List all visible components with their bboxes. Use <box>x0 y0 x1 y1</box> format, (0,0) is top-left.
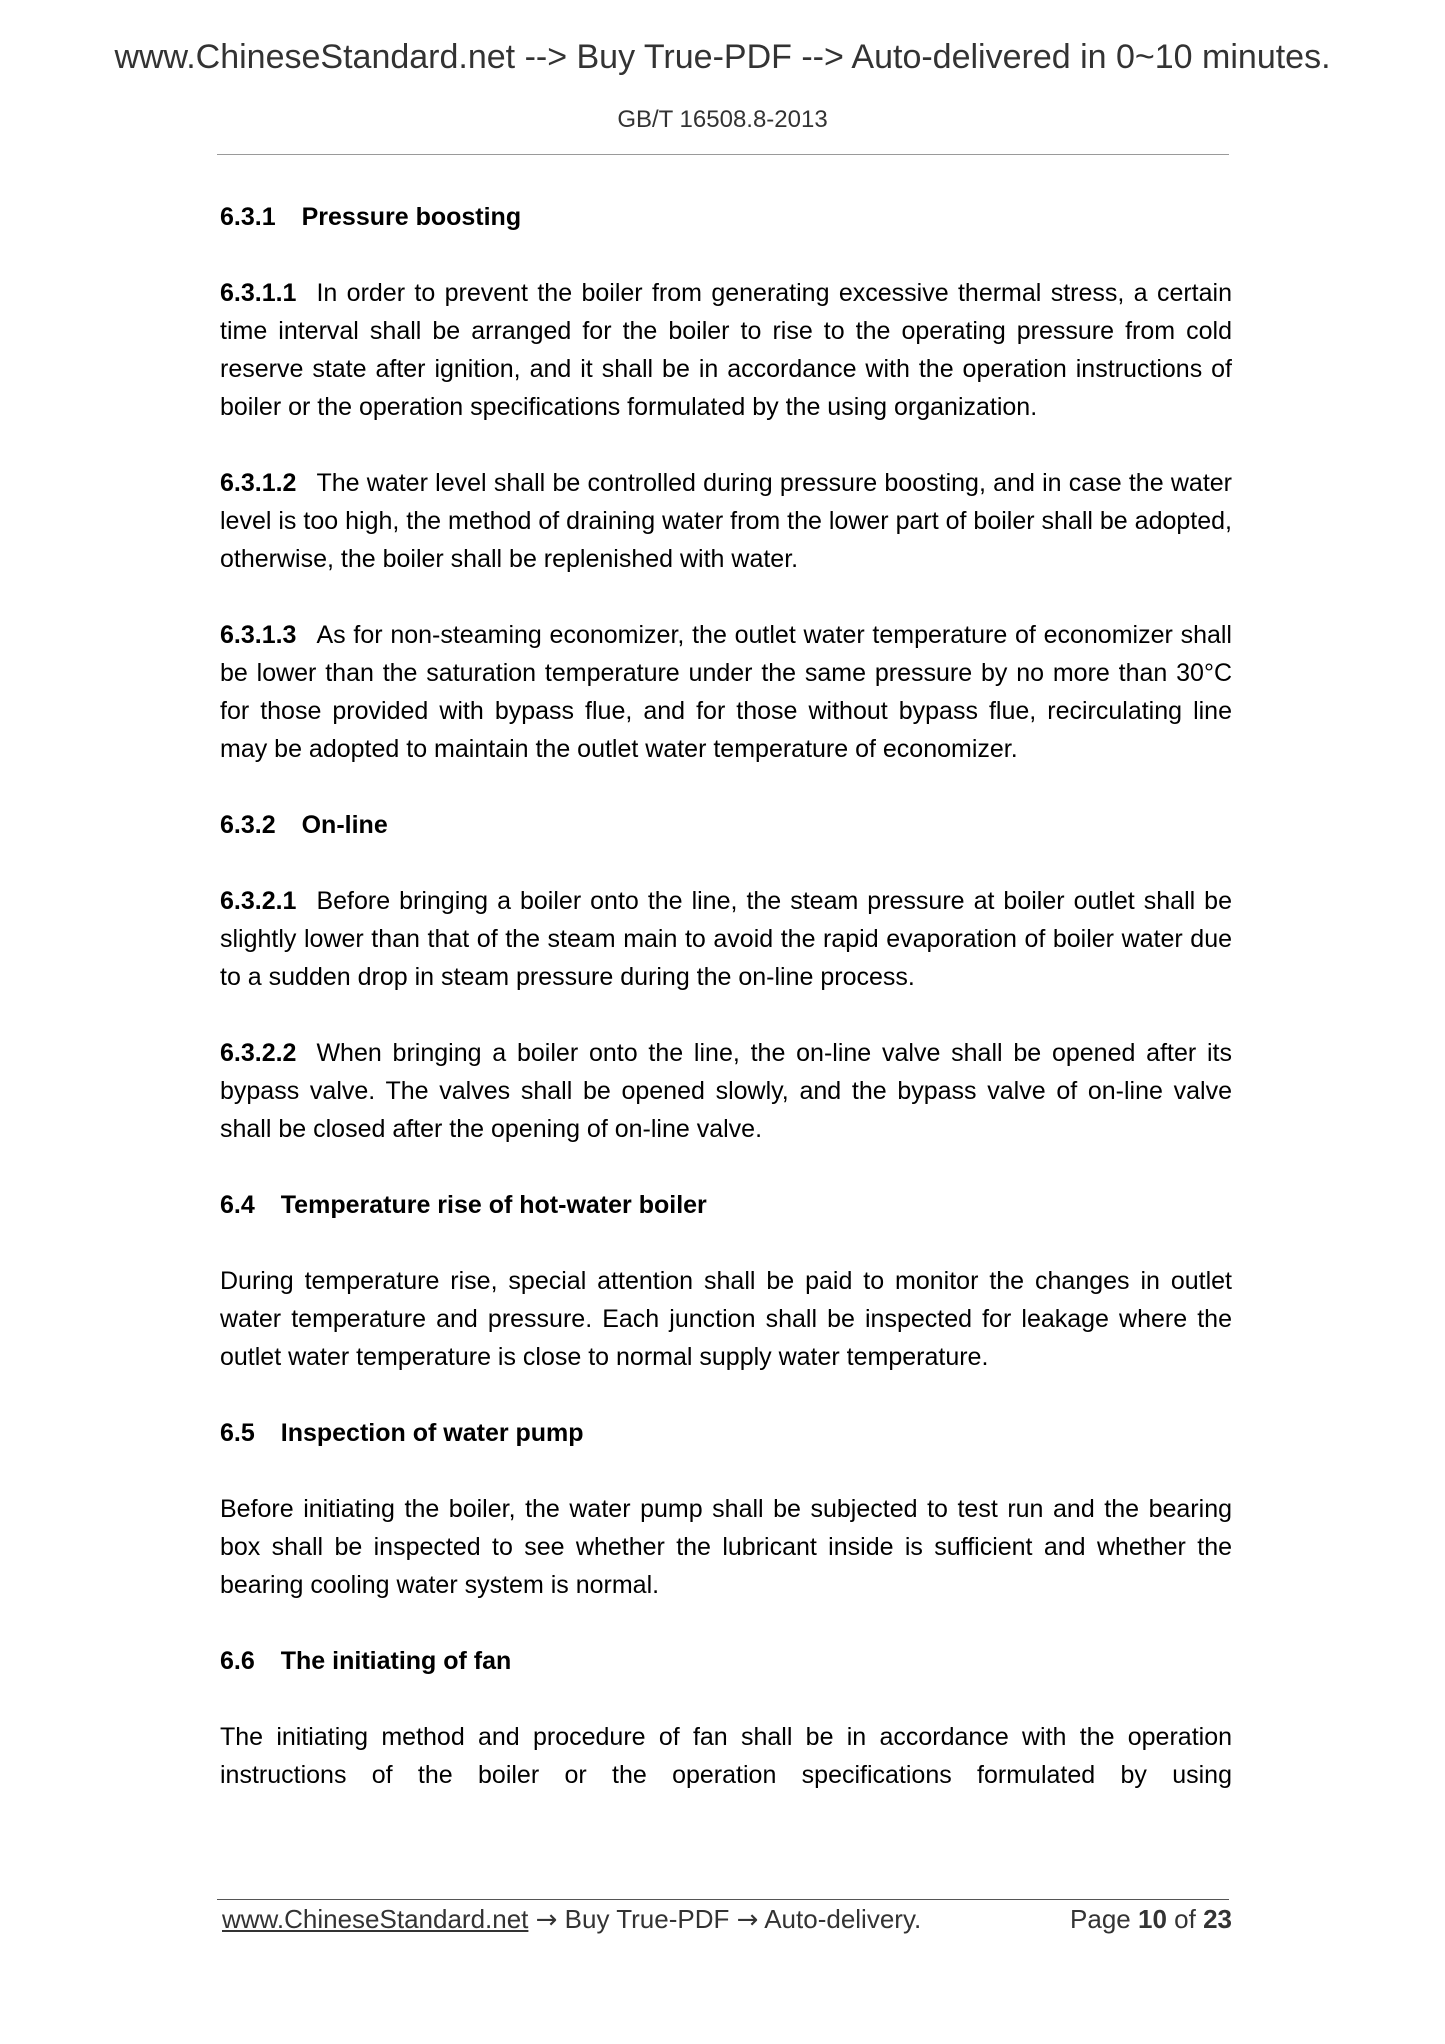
clause-number: 6.3.1.2 <box>220 469 297 497</box>
paragraph-6-4: During temperature rise, special attention shall be paid to monitor the changes in outlet water temperature and pressure. Each junction shall be inspected for leakage where the outlet water temperature is close to normal supply water temperature. <box>220 1267 1232 1371</box>
section-heading-6-5 <box>220 1414 1232 1452</box>
section-heading-6-3-1 <box>220 198 1232 236</box>
section-title: The initiating of fan <box>280 1647 512 1675</box>
page-total: 23 <box>1203 1904 1232 1934</box>
clause-number: 6.3.1.1 <box>220 279 297 307</box>
header-divider <box>217 154 1229 155</box>
paragraph-6-6: The initiating method and procedure of fan shall be in accordance with the operation instructions of the boiler or the operation specifications formulated by using <box>220 1723 1232 1789</box>
section-number: 6.3.1 <box>220 203 276 231</box>
footer-site-link[interactable]: www.ChineseStandard.net <box>222 1904 529 1934</box>
clause-text: The water level shall be controlled during pressure boosting, and in case the water level is too high, the method of draining water from the lower part of boiler shall be adopted, otherwise, the boiler shall be replenished with water. <box>220 469 1232 573</box>
footer-delivery-text: Auto-delivery. <box>764 1904 922 1934</box>
section-heading-6-3-2 <box>220 806 1232 844</box>
page-current: 10 <box>1138 1904 1167 1934</box>
clause-text: When bringing a boiler onto the line, the on-line valve shall be opened after its bypass valve. The valves shall be opened slowly, and the bypass valve of on-line valve shall be closed after the opening of on-line valve. <box>220 1039 1232 1143</box>
arrow-right-icon: → <box>736 1905 759 1935</box>
clause-number: 6.3.1.3 <box>220 621 297 649</box>
clause-text: As for non-steaming economizer, the outlet water temperature of economizer shall be lower than the saturation temperature under the same pressure by no more than 30°C for those provided with bypass flue, and for those without bypass flue, recirculating line may be adopted to maintain the outlet water temperature of economizer. <box>220 621 1232 763</box>
footer-divider <box>217 1899 1229 1900</box>
section-heading-6-6 <box>220 1642 1232 1680</box>
clause-6-3-1-3 <box>220 616 1232 768</box>
footer-buy-text: Buy True-PDF <box>564 1904 730 1934</box>
clause-6-3-2-2 <box>220 1034 1232 1148</box>
clause-6-3-2-1 <box>220 882 1232 996</box>
top-banner: www.ChineseStandard.net --> Buy True-PDF --> Auto-delivered in 0~10 minutes. <box>114 38 1331 76</box>
clause-6-3-1-2 <box>220 464 1232 578</box>
clause-text: In order to prevent the boiler from generating excessive thermal stress, a certain time interval shall be arranged for the boiler to rise to the operating pressure from cold reserve state after ignition, and it shall be in accordance with the operation instructions of boiler or the operation specifications formulated by the using organization. <box>220 279 1232 421</box>
section-number: 6.6 <box>220 1647 255 1675</box>
section-number: 6.3.2 <box>220 811 276 839</box>
clause-number: 6.3.2.2 <box>220 1039 297 1067</box>
page-of: of <box>1174 1904 1196 1934</box>
arrow-right-icon: → <box>535 1905 558 1935</box>
section-title: Temperature rise of hot-water boiler <box>280 1191 707 1219</box>
standard-code: GB/T 16508.8-2013 <box>617 106 828 133</box>
page-footer <box>222 1904 1232 1935</box>
section-number: 6.4 <box>220 1191 255 1219</box>
section-number: 6.5 <box>220 1419 255 1447</box>
clause-text: Before bringing a boiler onto the line, the steam pressure at boiler outlet shall be slightly lower than that of the steam main to avoid the rapid evaporation of boiler water due to a sudden drop in steam pressure during the on-line process. <box>220 887 1232 991</box>
section-title: Inspection of water pump <box>280 1419 584 1447</box>
paragraph-6-5: Before initiating the boiler, the water pump shall be subjected to test run and the bearing box shall be inspected to see whether the lubricant inside is sufficient and whether the bearing cooling water system is normal. <box>220 1495 1232 1599</box>
section-heading-6-4 <box>220 1186 1232 1224</box>
clause-6-3-1-1 <box>220 274 1232 426</box>
page-label: Page <box>1070 1904 1131 1934</box>
page-indicator <box>1070 1904 1232 1935</box>
document-body <box>220 198 1232 1832</box>
clause-number: 6.3.2.1 <box>220 887 297 915</box>
section-title: On-line <box>301 811 388 839</box>
section-title: Pressure boosting <box>301 203 522 231</box>
